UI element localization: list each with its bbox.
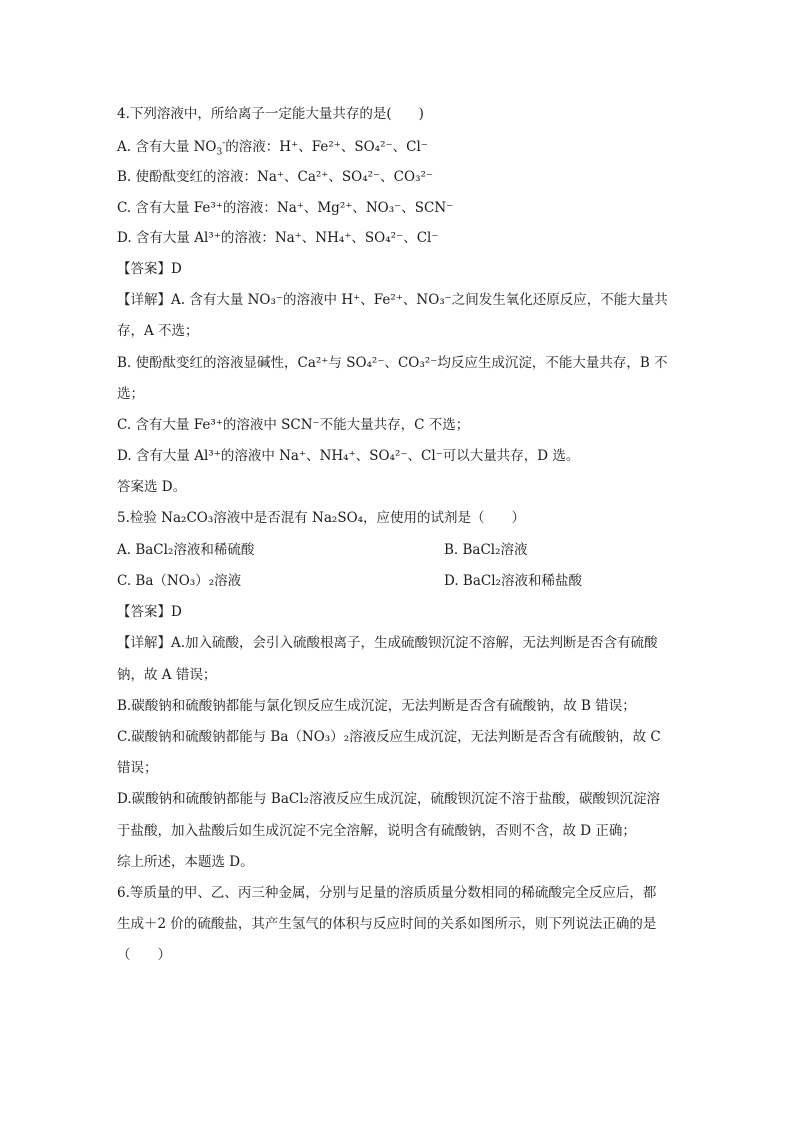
q5-option-b: B. BaCl₂溶液 bbox=[444, 542, 528, 558]
q5-explain-line: 【详解】A.加入硫酸，会引入硫酸根离子，生成硫酸钡沉淀不溶解，无法判断是否含有硫酸 bbox=[117, 635, 658, 651]
q5-option-c: C. Ba（NO₃）₂溶液 bbox=[117, 573, 242, 589]
q4-answer: 【答案】D bbox=[117, 261, 182, 277]
q6-stem-line: （ ） bbox=[117, 947, 171, 963]
q4-option-a bbox=[117, 138, 428, 156]
q6-stem-line: 6.等质量的甲、乙、丙三种金属，分别与足量的溶质质量分数相同的稀硫酸完全反应后，都 bbox=[117, 885, 657, 901]
q4-option-a-post: 的溶液：H⁺、Fe²⁺、SO₄²⁻、Cl⁻ bbox=[225, 139, 428, 155]
q4-explain-line: C. 含有大量 Fe³⁺的溶液中 SCN⁻不能大量共存，C 不选； bbox=[117, 417, 470, 433]
q4-option-c: C. 含有大量 Fe³⁺的溶液：Na⁺、Mg²⁺、NO₃⁻、SCN⁻ bbox=[117, 200, 454, 216]
q4-stem: 4.下列溶液中，所给离子一定能大量共存的是( ) bbox=[117, 106, 424, 122]
q4-option-a-pre: A. 含有大量 NO bbox=[117, 139, 217, 155]
q4-explain-line: 答案选 D。 bbox=[117, 479, 187, 495]
q4-option-a-sup: - bbox=[222, 138, 226, 149]
q4-option-b: B. 使酚酞变红的溶液：Na⁺、Ca²⁺、SO₄²⁻、CO₃²⁻ bbox=[117, 169, 434, 185]
q5-explain-line: 钠，故 A 错误； bbox=[117, 667, 217, 683]
q5-explain-line: B.碳酸钠和硫酸钠都能与氯化钡反应生成沉淀，无法判断是否含有硫酸钠，故 B 错误； bbox=[117, 698, 636, 714]
q6-stem-line: 生成＋2 价的硫酸盐，其产生氢气的体积与反应时间的关系如图所示，则下列说法正确的是 bbox=[117, 916, 657, 932]
q4-explain-line: 存，A 不选； bbox=[117, 323, 199, 339]
q5-explain-line: 于盐酸，加入盐酸后如生成沉淀不完全溶解，说明含有硫酸钠，否则不含，故 D 正确； bbox=[117, 823, 636, 839]
q4-option-a-sub: 3 bbox=[216, 147, 223, 158]
q5-option-d: D. BaCl₂溶液和稀盐酸 bbox=[444, 573, 582, 589]
q5-answer: 【答案】D bbox=[117, 604, 182, 620]
q4-option-d: D. 含有大量 Al³⁺的溶液：Na⁺、NH₄⁺、SO₄²⁻、Cl⁻ bbox=[117, 230, 439, 246]
q5-explain-line: 错误； bbox=[117, 760, 158, 776]
q5-explain-line: C.碳酸钠和硫酸钠都能与 Ba（NO₃）₂溶液反应生成沉淀，无法判断是否含有硫酸钠，故 C bbox=[117, 729, 661, 745]
q4-explain-line: 【详解】A. 含有大量 NO₃⁻的溶液中 H⁺、Fe²⁺、NO₃⁻之间发生氧化还原反应，不能大量共 bbox=[117, 292, 668, 308]
q4-explain-line: 选； bbox=[117, 386, 144, 402]
q5-stem: 5.检验 Na₂CO₃溶液中是否混有 Na₂SO₄，应使用的试剂是（ ） bbox=[117, 510, 526, 526]
q4-explain-line: D. 含有大量 Al³⁺的溶液中 Na⁺、NH₄⁺、SO₄²⁻、Cl⁻可以大量共存，D 选。 bbox=[117, 448, 580, 464]
q4-explain-line: B. 使酚酞变红的溶液显碱性，Ca²⁺与 SO₄²⁻、CO₃²⁻均反应生成沉淀，不能大量共存，B 不 bbox=[117, 355, 668, 371]
q5-explain-line: D.碳酸钠和硫酸钠都能与 BaCl₂溶液反应生成沉淀，硫酸钡沉淀不溶于盐酸，碳酸钡沉淀溶 bbox=[117, 791, 660, 807]
q5-option-a: A. BaCl₂溶液和稀硫酸 bbox=[117, 542, 255, 558]
q5-explain-line: 综上所述，本题选 D。 bbox=[117, 854, 254, 870]
